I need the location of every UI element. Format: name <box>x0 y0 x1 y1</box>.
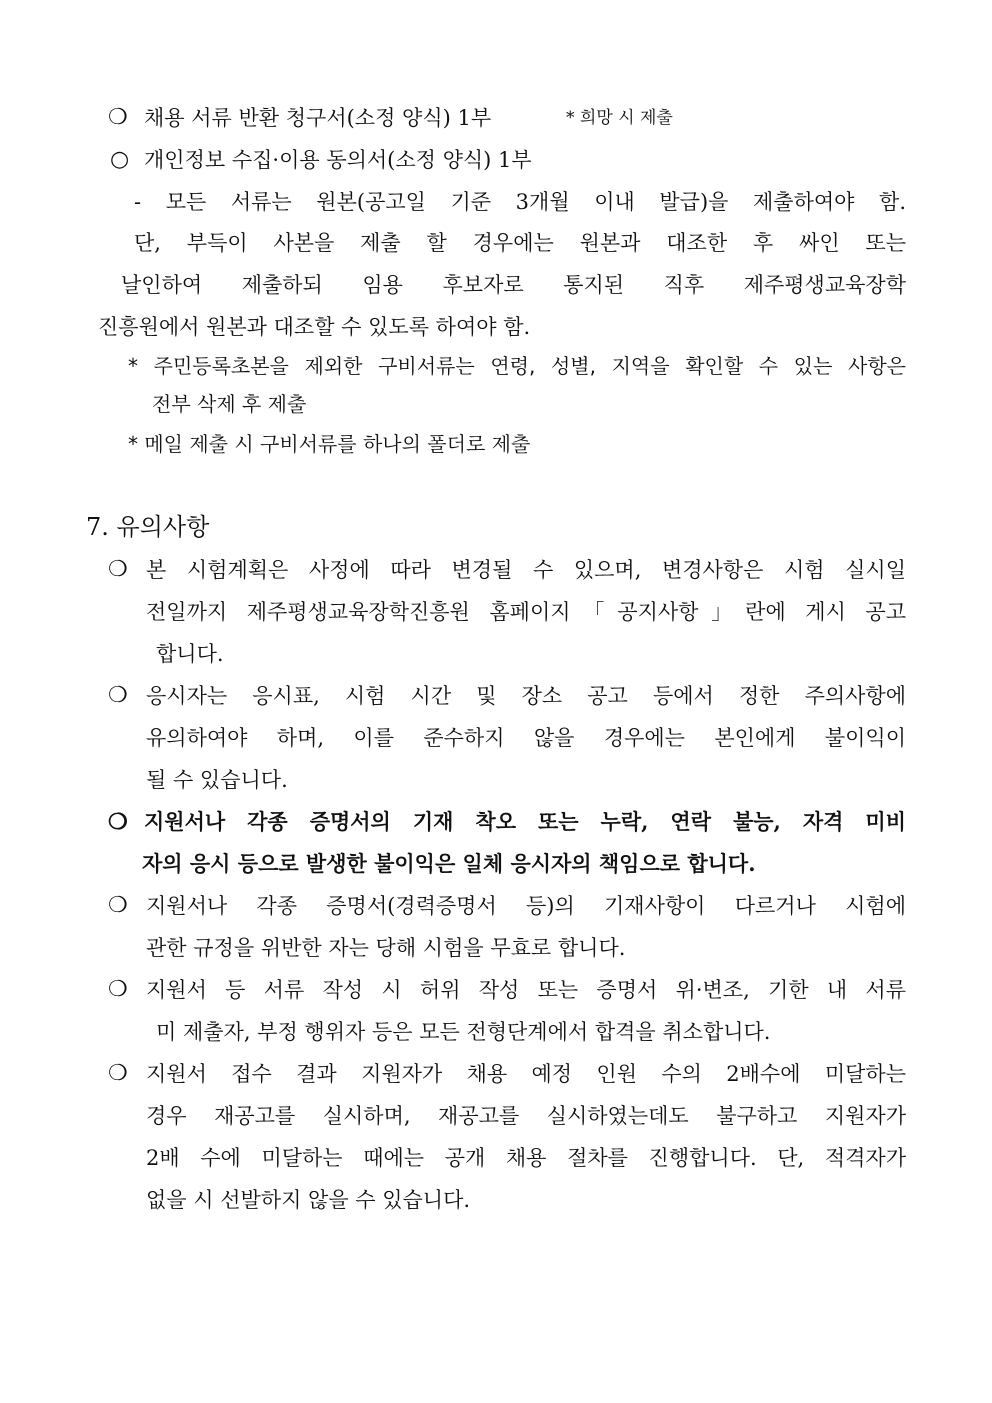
notice-item-line: 될 수 있습니다. <box>146 768 288 792</box>
bullet-icon: ❍ <box>108 977 128 1002</box>
notice-item-line: 미 제출자, 부정 행위자 등은 모든 전형단계에서 합격을 취소합니다. <box>156 1020 771 1044</box>
notice-item: ❍ 응시자는 응시표, 시험 시간 및 장소 공고 등에서 정한 주의사항에 <box>0 676 992 716</box>
notice-item-line: 관한 규정을 위반한 자는 당해 시험을 무효로 합니다. <box>146 936 626 960</box>
bullet-icon: ❍ <box>108 809 128 835</box>
doc-item-return-request <box>0 98 992 138</box>
notice-item: ❍ 지원서 접수 결과 지원자가 채용 예정 인원 수의 2배수에 미달하는 <box>0 1054 992 1094</box>
docs-paragraph-line: 단, 부득이 사본을 제출 할 경우에는 원본과 대조한 후 싸인 또는 <box>134 231 906 255</box>
bullet-icon: ❍ <box>108 557 128 582</box>
notice-item-bold: ❍ 지원서나 각종 증명서의 기재 착오 또는 누락, 연락 불능, 자격 미비 <box>0 802 992 842</box>
doc-item-text: 개인정보 수집·이용 동의서(소정 양식) 1부 <box>144 148 532 172</box>
notice-item-line: 유의하여야 하며, 이를 준수하지 않을 경우에는 본인에게 불이익이 <box>146 726 906 750</box>
docs-paragraph-line: 날인하여 제출하되 임용 후보자로 통지된 직후 제주평생교육장학 <box>121 273 906 297</box>
doc-item-text: 채용 서류 반환 청구서(소정 양식) 1부 <box>144 106 492 130</box>
bullet-icon: ❍ <box>108 105 128 130</box>
bullet-icon: ○ <box>110 147 130 172</box>
notice-item: ❍ 지원서 등 서류 작성 시 허위 작성 또는 증명서 위·변조, 기한 내 서류 <box>0 970 992 1010</box>
notice-item-line: 2배 수에 미달하는 때에는 공개 채용 절차를 진행합니다. 단, 적격자가 <box>146 1146 906 1170</box>
docs-paragraph-line: 진흥원에서 원본과 대조할 수 있도록 하여야 함. <box>98 315 531 339</box>
notice-item-line: 경우 재공고를 실시하며, 재공고를 실시하였는데도 불구하고 지원자가 <box>146 1104 906 1128</box>
docs-note-line: * 메일 제출 시 구비서류를 하나의 폴더로 제출 <box>128 432 531 456</box>
doc-item-privacy-consent <box>0 140 992 180</box>
docs-note-line: * 주민등록초본을 제외한 구비서류는 연령, 성별, 지역을 확인할 수 있는 사항은 <box>128 354 906 378</box>
notice-item: ❍ 본 시험계획은 사정에 따라 변경될 수 있으며, 변경사항은 시험 실시일 <box>0 550 992 590</box>
bullet-icon: ❍ <box>108 683 128 708</box>
doc-item-note: * 희망 시 제출 <box>566 108 673 128</box>
notice-item: ❍ 지원서나 각종 증명서(경력증명서 등)의 기재사항이 다르거나 시험에 <box>0 886 992 926</box>
notice-item-line: 없을 시 선발하지 않을 수 있습니다. <box>146 1188 471 1212</box>
notice-item-line: 전일까지 제주평생교육장학진흥원 홈페이지「공지사항」란에 게시 공고 <box>146 600 906 624</box>
notice-item-line: 합니다. <box>156 642 224 666</box>
notice-item-line: 자의 응시 등으로 발생한 불이익은 일체 응시자의 책임으로 합니다. <box>142 851 756 876</box>
docs-note-line: 전부 삭제 후 제출 <box>152 392 307 416</box>
section-title: 7. 유의사항 <box>86 513 210 541</box>
docs-paragraph-line: - 모든 서류는 원본(공고일 기준 3개월 이내 발급)을 제출하여야 함. <box>134 190 906 214</box>
bullet-icon: ❍ <box>108 1061 128 1086</box>
bullet-icon: ❍ <box>108 893 128 918</box>
